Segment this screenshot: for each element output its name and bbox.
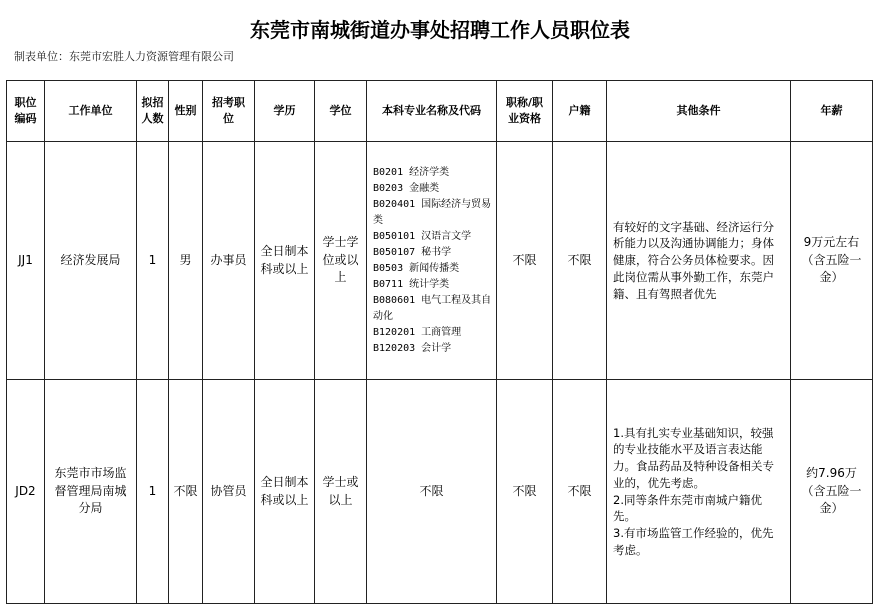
cell-gender: 男 — [169, 142, 203, 380]
col-header-num: 拟招人数 — [137, 81, 169, 142]
major-item: B0203 金融类 — [373, 182, 440, 194]
table-row — [7, 380, 873, 604]
major-item: B120201 工商管理 — [373, 326, 462, 338]
col-header-degree: 学位 — [315, 81, 367, 142]
cell-dept: 东莞市市场监督管理局南城分局 — [45, 380, 137, 604]
major-item: B0711 统计学类 — [373, 278, 450, 290]
cell-major — [367, 142, 497, 380]
col-header-other: 其他条件 — [607, 81, 791, 142]
cell-title: 不限 — [497, 380, 553, 604]
cell-dept: 经济发展局 — [45, 142, 137, 380]
cell-code: JD2 — [7, 380, 45, 604]
positions-table — [6, 80, 873, 604]
condition-item: 有较好的文字基础、经济运行分析能力以及沟通协调能力；身体健康，符合公务员体检要求。因此岗位需从事外勤工作，东莞户籍、且有驾照者优先 — [613, 219, 774, 301]
cell-major: 不限 — [367, 380, 497, 604]
cell-num: 1 — [137, 142, 169, 380]
cell-edu: 全日制本科或以上 — [255, 142, 315, 380]
cell-degree: 学士或以上 — [315, 380, 367, 604]
cell-other — [607, 142, 791, 380]
col-header-position: 招考职位 — [203, 81, 255, 142]
col-header-edu: 学历 — [255, 81, 315, 142]
major-item: B120203 会计学 — [373, 342, 452, 354]
cell-position: 协管员 — [203, 380, 255, 604]
col-header-gender: 性别 — [169, 81, 203, 142]
header-row — [7, 81, 873, 142]
cell-position: 办事员 — [203, 142, 255, 380]
cell-salary: 9万元左右（含五险一金） — [791, 142, 873, 380]
cell-salary: 约7.96万（含五险一金） — [791, 380, 873, 604]
major-item: B050101 汉语言文学 — [373, 230, 472, 242]
major-item: B0201 经济学类 — [373, 166, 450, 178]
major-item: B020401 国际经济与贸易类 — [373, 198, 492, 226]
cell-other — [607, 380, 791, 604]
col-header-hukou: 户籍 — [553, 81, 607, 142]
cell-edu: 全日制本科或以上 — [255, 380, 315, 604]
condition-item: 1.具有扎实专业基础知识，较强的专业技能水平及语言表达能力。食品药品及特种设备相关专业的，优先考虑。 — [613, 425, 774, 490]
major-item: B050107 秘书学 — [373, 246, 452, 258]
cell-hukou: 不限 — [553, 380, 607, 604]
col-header-dept: 工作单位 — [45, 81, 137, 142]
cell-gender: 不限 — [169, 380, 203, 604]
table-row — [7, 142, 873, 380]
cell-num: 1 — [137, 380, 169, 604]
condition-item: 2.同等条件东莞市南城户籍优先。 — [613, 492, 762, 524]
issuing-unit: 制表单位：东莞市宏胜人力资源管理有限公司 — [14, 50, 234, 63]
col-header-major: 本科专业名称及代码 — [367, 81, 497, 142]
page-title: 东莞市南城街道办事处招聘工作人员职位表 — [250, 18, 630, 42]
major-item: B0503 新闻传播类 — [373, 262, 460, 274]
cell-degree: 学士学位或以上 — [315, 142, 367, 380]
cell-code: JJ1 — [7, 142, 45, 380]
col-header-title: 职称/职业资格 — [497, 81, 553, 142]
cell-hukou: 不限 — [553, 142, 607, 380]
cell-title: 不限 — [497, 142, 553, 380]
col-header-salary: 年薪 — [791, 81, 873, 142]
major-item: B080601 电气工程及其自动化 — [373, 294, 492, 322]
col-header-code: 职位编码 — [7, 81, 45, 142]
condition-item: 3.有市场监管工作经验的，优先考虑。 — [613, 525, 774, 557]
